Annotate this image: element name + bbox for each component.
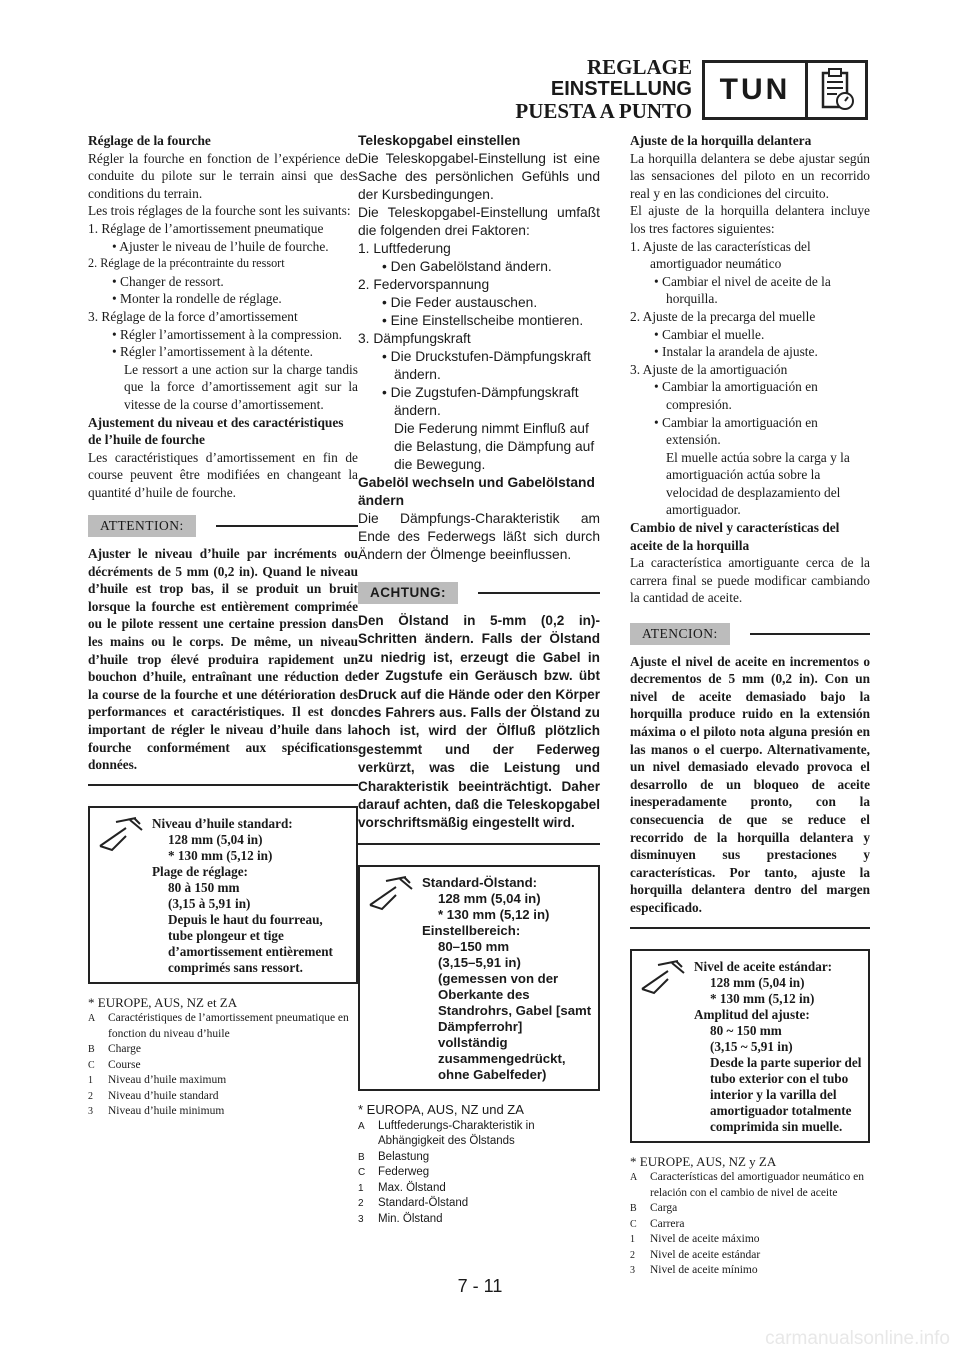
- es-item3-note: El muelle actúa sobre la carga y la amortiguación actúa sobre la velocidad de desplazamiento del amortiguador.: [666, 449, 850, 518]
- fr-para2: Les caractéristiques d’amortissement en fin de course peuvent être modifiées en changeant la quantité d’huile de fourche.: [88, 449, 358, 500]
- es-warning-label: ATENCION:: [630, 623, 730, 645]
- fr-spec-range-in: (3,15 à 5,91 in): [168, 895, 251, 911]
- title-de: EINSTELLUNG: [550, 78, 692, 100]
- es-intro2: El ajuste de la horquilla delantera incluye los tres factores siguientes:: [630, 203, 870, 236]
- fr-item1a: • Ajuster le niveau de l’huile de fourche.: [112, 238, 329, 254]
- es-spec-range-mm: 80 ~ 150 mm: [710, 1022, 782, 1038]
- column-spanish: [630, 132, 870, 1279]
- de-heading: Teleskopgabel einstellen: [358, 133, 521, 148]
- de-intro1: Die Teleskopgabel-Einstellung ist eine Sache des persönlichen Gefühls und der Kursbedingungen.: [358, 151, 600, 202]
- title-es: PUESTA A PUNTO: [515, 99, 692, 123]
- de-item3a: • Die Druckstufen-Dämpfungskraft ändern.: [382, 349, 591, 382]
- list-item: A Características del amortiguador neumático en relación con el cambio de nivel de aceite: [630, 1171, 864, 1199]
- de-market-note: * EUROPA, AUS, NZ und ZA: [358, 1101, 524, 1117]
- list-item: B Charge: [88, 1043, 142, 1056]
- de-item2a: • Die Feder austauschen.: [382, 295, 538, 310]
- watermark: carmanualsonline.info: [765, 1328, 950, 1349]
- list-item: 2 Niveau d’huile standard: [88, 1089, 219, 1102]
- es-spec-std-label: Nivel de aceite estándar:: [694, 958, 833, 974]
- es-warning-header: [630, 623, 870, 645]
- section-badge: [702, 60, 868, 120]
- es-item3: 3. Ajuste de la amortiguación: [630, 361, 788, 377]
- fr-item2b: • Monter la rondelle de réglage.: [112, 291, 282, 307]
- de-spec-std-label: Standard-Ölstand:: [422, 874, 538, 890]
- fr-item3a: • Régler l’amortissement à la compression.: [112, 326, 343, 342]
- fr-spec-box: [88, 806, 358, 984]
- de-intro2: Die Teleskopgabel-Einstellung umfaßt die folgenden drei Faktoren:: [358, 205, 600, 238]
- fr-spec-range-label: Plage de réglage:: [152, 863, 248, 879]
- es-intro1: La horquilla delantera se debe ajustar según las sensaciones del piloto en un recorrido real y en las condiciones del circuito.: [630, 150, 870, 201]
- de-item3: 3. Dämpfungskraft: [358, 331, 471, 346]
- wrench-icon: [366, 875, 422, 1083]
- es-spec-range-label: Amplitud del ajuste:: [694, 1006, 810, 1022]
- de-item3b: • Die Zugstufen-Dämpfungskraft ändern.: [382, 385, 579, 418]
- de-spec-std-alt: * 130 mm (5,12 in): [438, 906, 550, 922]
- fr-market-note: * EUROPE, AUS, NZ et ZA: [88, 994, 238, 1010]
- es-item3a: • Cambiar la amortiguación en compresión.: [654, 379, 818, 412]
- section-code: TUN: [719, 73, 791, 106]
- de-heading2: Gabelöl wechseln und Gabelölstand ändern: [358, 475, 595, 508]
- fr-item2a: • Changer de ressort.: [112, 273, 224, 289]
- fr-item2: 2. Réglage de la précontrainte du ressort: [88, 256, 285, 271]
- de-spec-range-label: Einstellbereich:: [422, 922, 521, 938]
- de-warning-rule: [358, 843, 600, 845]
- list-item: 1 Niveau d’huile maximum: [88, 1074, 227, 1087]
- page-number: 7 - 11: [457, 1276, 503, 1296]
- es-spec-note: Desde la parte superior del tubo exterior con el tubo interior y la varilla del amortiguador totalmente comprimida sin muelle.: [710, 1054, 862, 1134]
- es-spec-std-alt: * 130 mm (5,12 in): [710, 990, 815, 1006]
- es-warning-rule: [630, 927, 870, 929]
- list-item: B Belastung: [358, 1150, 430, 1163]
- list-item: A Caractéristiques de l’amortissement pneumatique en fonction du niveau d’huile: [88, 1012, 349, 1040]
- de-item1a: • Den Gabelölstand ändern.: [382, 259, 552, 274]
- fr-warning-header: [88, 515, 358, 537]
- es-item2b: • Instalar la arandela de ajuste.: [654, 344, 818, 360]
- fr-spec-std-value: 128 mm (5,04 in): [168, 831, 263, 847]
- es-spec-box: [630, 949, 870, 1143]
- list-item: 2 Standard-Ölstand: [358, 1197, 469, 1210]
- de-para2: Die Dämpfungs-Charakteristik am Ende des Federwegs läßt sich durch Ändern der Ölmenge beeinflussen.: [358, 511, 600, 562]
- es-item1a: • Cambiar el nivel de aceite de la horquilla.: [654, 273, 831, 307]
- fr-intro1: Régler la fourche en fonction de l’expérience de conduite du pilote sur le terrain ainsi que des conditions du terrain.: [88, 150, 358, 201]
- list-item: 2 Nivel de aceite estándar: [630, 1248, 761, 1261]
- de-spec-box: [358, 865, 600, 1091]
- de-item2b: • Eine Einstellscheibe montieren.: [382, 313, 584, 328]
- wrench-icon: [638, 959, 694, 1135]
- column-french: [88, 132, 358, 1120]
- list-item: C Federweg: [358, 1166, 430, 1179]
- de-warning-text: Den Ölstand in 5-mm (0,2 in)-Schritten ändern. Falls der Ölstand zu niedrig ist, erzeugt die Gabel in der Zugstufe ein Geräusch bzw. übt Druck auf die Hände oder den Körper des Fahrers aus. Falls der Ölstand zu hoch ist, wird der Ölfluß plötzlich gestemmt und der Federweg verkürzt, was die Leistung und Charakteristik beeinträchtigt. Daher darauf achten, daß die Teleskopgabel vorschriftsmäßig eingestellt wird.: [358, 613, 600, 831]
- fr-spec-note: Depuis le haut du fourreau, tube plongeur et tige d’amortissement entièrement comprimés sans ressort.: [168, 911, 333, 975]
- es-item2: 2. Ajuste de la precarga del muelle: [630, 308, 816, 324]
- de-item1: 1. Luftfederung: [358, 241, 451, 256]
- de-spec-std-value: 128 mm (5,04 in): [438, 890, 541, 906]
- fr-warning-text: Ajuster le niveau d’huile par incréments ou décréments de 5 mm (0,2 in). Quand le niveau d’huile est trop bas, il se produit un bruit lorsque la fourche est entièrement comprimée ou le pilote ressent une certaine pression dans les mains ou le corps. De même, un niveau d’huile trop élevé produira rapidement un bouchon d’huile, entraînant une réduction de la course de la fourche et une détérioration des performances et caractéristiques. Il est donc important de régler le niveau d’huile dans la fourche conformément aux spécifications données.: [88, 546, 358, 773]
- de-warning-label: ACHTUNG:: [358, 582, 458, 604]
- list-item: 1 Max. Ölstand: [358, 1181, 446, 1194]
- de-warning-header: [358, 582, 600, 604]
- fr-warning-label: ATTENTION:: [88, 515, 196, 537]
- es-item2a: • Cambiar el muelle.: [654, 326, 765, 342]
- es-heading: Ajuste de la horquilla delantera: [630, 133, 812, 148]
- de-spec-range-in: (3,15–5,91 in): [438, 954, 521, 970]
- fr-intro2: Les trois réglages de la fourche sont les suivants:: [88, 203, 351, 219]
- fr-heading2: Ajustement du niveau et des caractéristiques de l’huile de fourche: [88, 414, 344, 448]
- list-item: 1 Nivel de aceite máximo: [630, 1233, 760, 1246]
- fr-item3b: • Régler l’amortissement à la détente.: [112, 344, 314, 360]
- de-spec-range-mm: 80–150 mm: [438, 938, 510, 954]
- fr-warning-rule: [88, 784, 358, 786]
- list-item: B Carga: [630, 1202, 678, 1215]
- fr-legend: [88, 994, 358, 1120]
- es-item1: 1. Ajuste de las características del amortiguador neumático: [630, 238, 811, 272]
- list-item: 3 Min. Ölstand: [358, 1212, 443, 1225]
- list-item: C Course: [88, 1058, 141, 1071]
- de-legend: [358, 1101, 600, 1228]
- title-fr: REGLAGE: [586, 55, 692, 79]
- fr-item3-note: Le ressort a une action sur la charge tandis que la force d’amortissement agit sur la vitesse de la course d’amortissement.: [124, 361, 358, 412]
- es-spec-text: [694, 959, 862, 1135]
- es-item3b: • Cambiar la amortiguación en extensión.: [654, 414, 818, 448]
- es-heading2: Cambio de nivel y características del aceite de la horquilla: [630, 520, 840, 553]
- es-spec-range-in: (3,15 ~ 5,91 in): [710, 1038, 793, 1054]
- list-item: C Carrera: [630, 1217, 685, 1230]
- header-titles: [515, 56, 692, 122]
- es-legend: [630, 1153, 870, 1279]
- fr-item1: 1. Réglage de l’amortissement pneumatique: [88, 220, 324, 236]
- fr-spec-std-alt: * 130 mm (5,12 in): [168, 847, 273, 863]
- clipboard-stopwatch-icon: [805, 63, 865, 117]
- es-warning-text: Ajuste el nivel de aceite en incrementos o decrementos de 5 mm (0,2 in). Con un nivel de aceite demasiado bajo la horquilla produce ruido en la extensión máxima o el piloto nota alguna presión en las manos o el cuerpo. Alternativamente, un nivel demasiado elevado provoca el desarrollo de un bloqueo de aceite inesperadamente pronto, con la consecuencia de que se reduce el recorrido de la horquilla delantera y disminuyen sus prestaciones y características. Por tanto, ajuste la horquilla delantera dentro del margen especificado.: [630, 653, 870, 915]
- es-para2: La característica amortiguante cerca de la carrera final se puede modificar cambiando la cantidad de aceite.: [630, 555, 870, 606]
- list-item: 3 Niveau d’huile minimum: [88, 1105, 225, 1118]
- fr-heading: Réglage de la fourche: [88, 133, 211, 148]
- fr-item3: 3. Réglage de la force d’amortissement: [88, 308, 298, 324]
- es-market-note: * EUROPE, AUS, NZ y ZA: [630, 1153, 777, 1169]
- column-german: [358, 132, 600, 1227]
- de-spec-note: (gemessen von der Oberkante des Standrohrs, Gabel [samt Dämpferrohr] vollständig zusammengedrückt, ohne Gabelfeder): [438, 970, 592, 1082]
- de-item3-note: Die Federung nimmt Einfluß auf die Belastung, die Dämpfung auf die Bewegung.: [394, 421, 595, 472]
- es-spec-std-value: 128 mm (5,04 in): [710, 974, 805, 990]
- list-item: A Luftfederungs-Charakteristik in Abhängigkeit des Ölstands: [358, 1119, 535, 1148]
- fr-spec-range-mm: 80 à 150 mm: [168, 879, 240, 895]
- list-item: 3 Nivel de aceite mínimo: [630, 1264, 758, 1277]
- wrench-icon: [96, 816, 152, 976]
- de-spec-text: [422, 875, 592, 1083]
- de-item2: 2. Federvorspannung: [358, 277, 490, 292]
- fr-spec-text: [152, 816, 350, 976]
- fr-spec-std-label: Niveau d’huile standard:: [152, 815, 293, 831]
